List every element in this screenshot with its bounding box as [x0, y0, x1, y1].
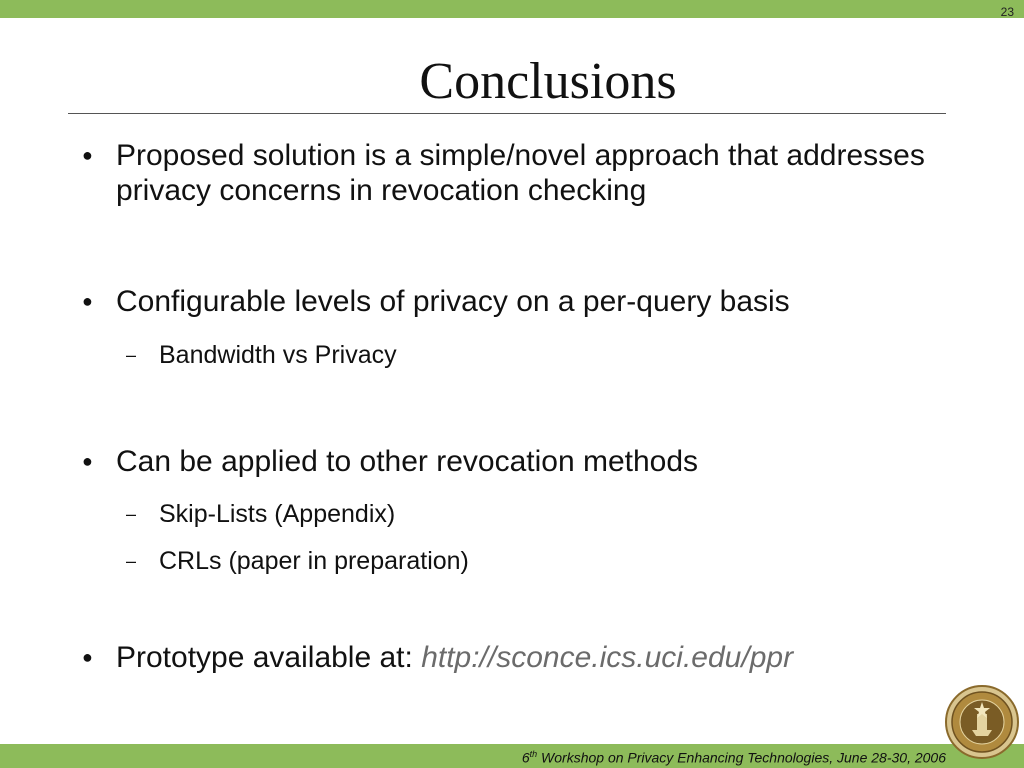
dash-icon: –	[126, 504, 137, 524]
bullet-dot-icon: ●	[82, 291, 93, 311]
slide-title: Conclusions	[419, 53, 677, 110]
dash-icon: –	[126, 551, 137, 571]
bullet-dot-icon: ●	[82, 451, 93, 471]
sub-item-text: CRLs (paper in preparation)	[159, 547, 469, 575]
sub-item-text: Bandwidth vs Privacy	[159, 341, 397, 369]
bullet-text: Configurable levels of privacy on a per-query basis	[116, 285, 790, 318]
bullet-dot-icon: ●	[82, 145, 93, 165]
bullet-text	[116, 640, 936, 675]
bullet-text: Can be applied to other revocation methods	[116, 445, 699, 478]
bullet-text: Proposed solution is a simple/novel approach that addresses privacy concerns in revocation checking	[116, 139, 925, 207]
footer-number: 6	[521, 749, 530, 766]
bullet-dot-icon: ●	[82, 647, 93, 667]
sub-item-text: Skip-Lists (Appendix)	[159, 500, 396, 528]
prototype-label: Prototype available at:	[116, 641, 422, 674]
top-accent-bar	[0, 0, 1024, 18]
footer-superscript: th	[529, 749, 538, 759]
slide-number: 23	[1000, 5, 1014, 19]
footer-text	[522, 749, 946, 766]
title-divider	[68, 113, 946, 114]
university-seal-icon	[944, 684, 1020, 760]
dash-icon: –	[126, 345, 137, 365]
footer-rest: Workshop on Privacy Enhancing Technologies, June 28-30, 2006	[537, 749, 946, 766]
prototype-link[interactable]: http://sconce.ics.uci.edu/ppr	[421, 641, 794, 674]
